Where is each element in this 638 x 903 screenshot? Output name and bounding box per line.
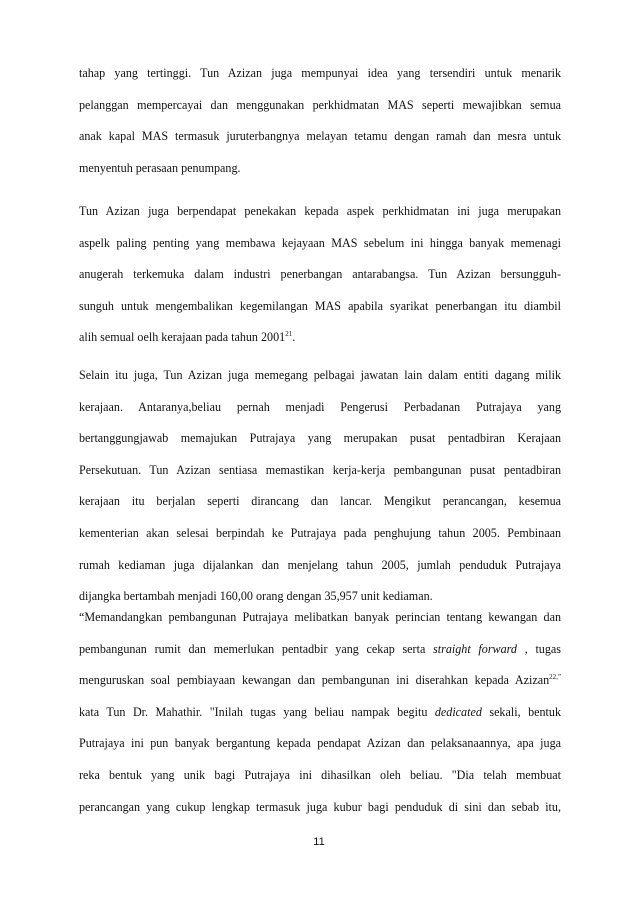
line-text: . [292, 330, 296, 345]
paragraph-line: Tun Azizan juga berpendapat penekakan kepada aspek perkhidmatan ini juga merupakan [79, 204, 561, 218]
paragraph-line [79, 322, 561, 354]
paragraph-line: Persekutuan. Tun Azizan sentiasa memastikan kerja-kerja pembangunan pusat pentadbiran [79, 462, 561, 477]
paragraph-line: rumah kediaman juga dijalankan dan menjelang tahun 2005, jumlah penduduk Putrajaya [79, 557, 561, 572]
paragraph-line [79, 665, 561, 697]
paragraph-3 [79, 360, 561, 613]
footnote-ref-22: 22,” [549, 673, 561, 682]
paragraph-line: Selain itu juga, Tun Azizan juga memegang pelbagai jawatan lain dalam entiti dagang milik [79, 368, 561, 382]
paragraph-line: sunguh untuk mengembalikan kegemilangan MAS apabila syarikat penerbangan itu diambil [79, 298, 561, 313]
paragraph-2 [79, 196, 561, 354]
line-text: kata Tun Dr. Mahathir. "Inilah tugas yang beliau nampak begitu [79, 704, 435, 719]
paragraph-line: “Memandangkan pembangunan Putrajaya melibatkan banyak perincian tentang kewangan dan [79, 610, 561, 624]
paragraph-line: tahap yang tertinggi. Tun Azizan juga mempunyai idea yang tersendiri untuk menarik [79, 66, 561, 80]
italic-term: dedicated [434, 704, 482, 719]
line-text: menguruskan soal pembiayaan kewangan dan pembangunan ini diserahkan kepada Azizan [79, 673, 550, 688]
paragraph-line: kerajaan. Antaranya,beliau pernah menjadi Pengerusi Perbadanan Putrajaya yang [79, 399, 561, 414]
paragraph-line: dijangka bertambah menjadi 160,00 orang dengan 35,957 unit kediaman. [79, 589, 433, 604]
line-text: , tugas [516, 641, 561, 656]
paragraph-line: kementerian akan selesai berpindah ke Putrajaya pada penghujung tahun 2005. Pembinaan [79, 525, 561, 540]
italic-term: straight forward [433, 641, 517, 656]
paragraph-line: bertanggungjawab memajukan Putrajaya yang merupakan pusat pentadbiran Kerajaan [79, 431, 561, 446]
paragraph-4 [79, 602, 561, 823]
paragraph-line [79, 697, 561, 729]
line-text: pembangunan rumit dan memerlukan pentadbir yang cekap serta [79, 641, 434, 656]
paragraph-line: kerajaan itu berjalan seperti dirancang dan lancar. Mengikut perancangan, kesemua [79, 494, 561, 509]
paragraph-line: pelanggan mempercayai dan menggunakan perkhidmatan MAS seperti mewajibkan semua [79, 97, 561, 112]
footnote-ref-21: 21 [285, 330, 293, 339]
paragraph-line: Putrajaya ini pun banyak bergantung kepada pendapat Azizan dan pelaksanaannya, apa juga [79, 736, 561, 751]
paragraph-1 [79, 58, 561, 184]
paragraph-line: anugerah terkemuka dalam industri penerbangan antarabangsa. Tun Azizan bersungguh- [79, 267, 561, 282]
paragraph-line: reka bentuk yang unik bagi Putrajaya ini dihasilkan oleh beliau. "Dia telah membuat [79, 767, 561, 782]
line-text: sekali, bentuk [481, 704, 561, 719]
paragraph-line: perancangan yang cukup lengkap termasuk juga kubur bagi penduduk di sini dan sebab itu, [79, 799, 561, 814]
page-number: 11 [313, 836, 325, 848]
paragraph-line: aspelk paling penting yang membawa kejayaan MAS sebelum ini hingga banyak memenagi [79, 235, 561, 250]
paragraph-line: menyentuh perasaan penumpang. [79, 160, 241, 175]
paragraph-line [79, 634, 561, 666]
line-text: alih semual oelh kerajaan pada tahun 2001 [79, 330, 286, 345]
paragraph-line: anak kapal MAS termasuk juruterbangnya melayan tetamu dengan ramah dan mesra untuk [79, 129, 561, 144]
